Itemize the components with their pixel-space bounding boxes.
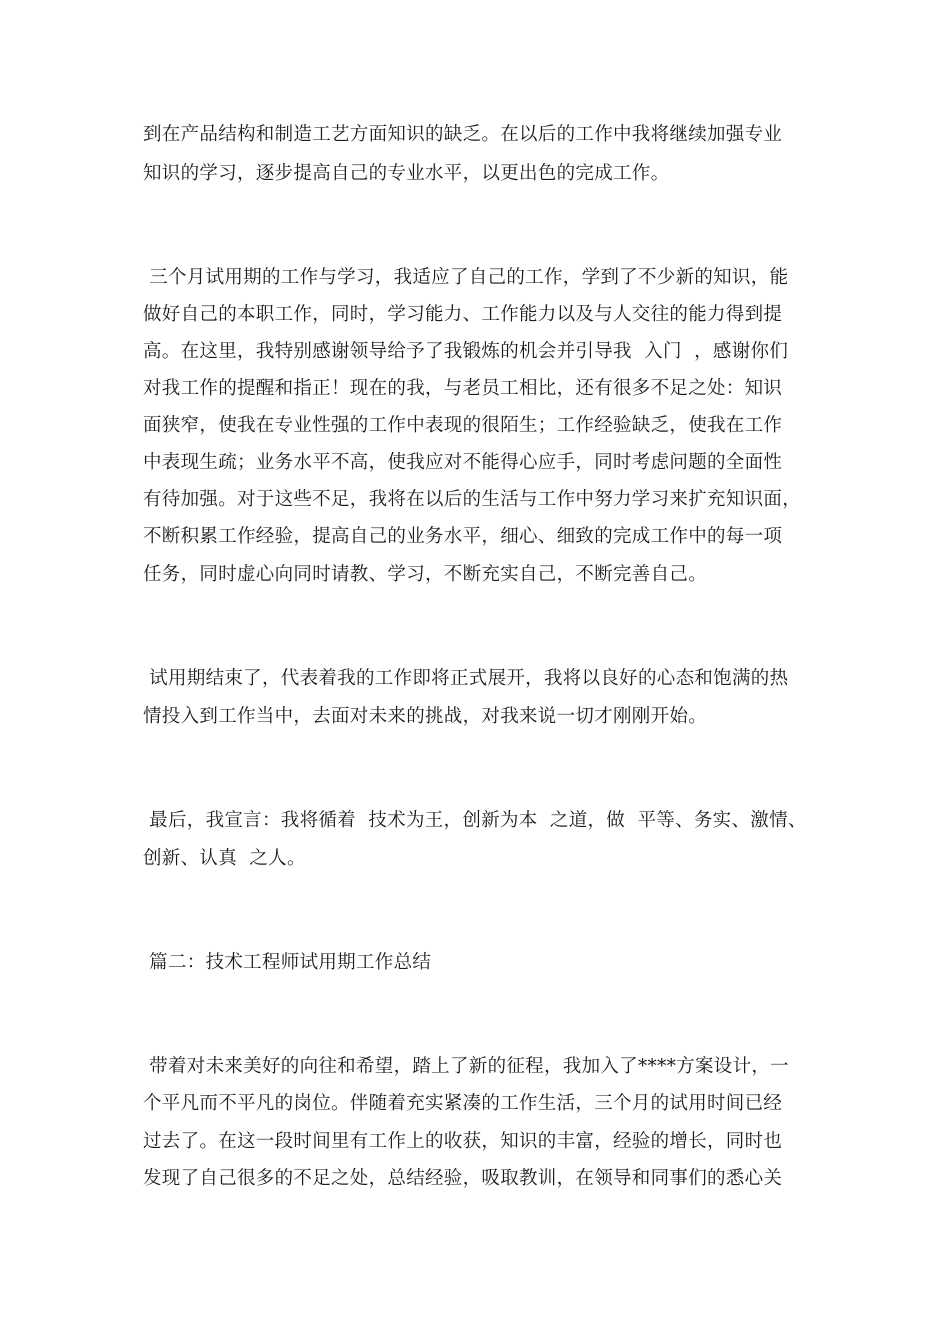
heading-line: 篇二：技术工程师试用期工作总结 bbox=[143, 952, 432, 973]
text-line: 做好自己的本职工作，同时，学习能力、工作能力以及与人交往的能力得到提 bbox=[143, 304, 783, 325]
text-line: 过去了。在这一段时间里有工作上的收获，知识的丰富，经验的增长，同时也 bbox=[143, 1131, 783, 1152]
text-line: 带着对未来美好的向往和希望，踏上了新的征程，我加入了****方案设计，一 bbox=[143, 1056, 789, 1077]
text-line: 中表现生疏；业务水平不高，使我应对不能得心应手，同时考虑问题的全面性 bbox=[143, 452, 783, 473]
text-line: 到在产品结构和制造工艺方面知识的缺乏。在以后的工作中我将继续加强专业 bbox=[143, 124, 783, 145]
text-line: 试用期结束了，代表着我的工作即将正式展开，我将以良好的心态和饱满的热 bbox=[143, 668, 789, 689]
text-line: 有待加强。对于这些不足，我将在以后的生活与工作中努力学习来扩充知识面， bbox=[143, 489, 802, 510]
text-line: 情投入到工作当中，去面对未来的挑战，对我来说一切才刚刚开始。 bbox=[143, 706, 708, 727]
text-line: 高。在这里，我特别感谢领导给予了我锻炼的机会并引导我 入门 ，感谢你们 bbox=[143, 341, 789, 362]
text-line: 任务，同时虚心向同时请教、学习，不断充实自己，不断完善自己。 bbox=[143, 564, 708, 585]
text-line: 不断积累工作经验，提高自己的业务水平，细心、细致的完成工作中的每一项 bbox=[143, 526, 783, 547]
text-line: 知识的学习，逐步提高自己的专业水平，以更出色的完成工作。 bbox=[143, 163, 670, 184]
text-line: 三个月试用期的工作与学习，我适应了自己的工作，学到了不少新的知识，能 bbox=[143, 267, 789, 288]
text-line: 个平凡而不平凡的岗位。伴随着充实紧凑的工作生活，三个月的试用时间已经 bbox=[143, 1093, 783, 1114]
text-line: 发现了自己很多的不足之处，总结经验，吸取教训，在领导和同事们的悉心关 bbox=[143, 1168, 783, 1189]
text-line: 创新、认真 之人。 bbox=[143, 848, 306, 869]
text-line: 对我工作的提醒和指正！现在的我，与老员工相比，还有很多不足之处：知识 bbox=[143, 378, 783, 399]
text-line: 面狭窄，使我在专业性强的工作中表现的很陌生；工作经验缺乏，使我在工作 bbox=[143, 415, 783, 436]
text-line: 最后，我宣言：我将循着 技术为王，创新为本 之道，做 平等、务实、激情、 bbox=[143, 810, 807, 831]
